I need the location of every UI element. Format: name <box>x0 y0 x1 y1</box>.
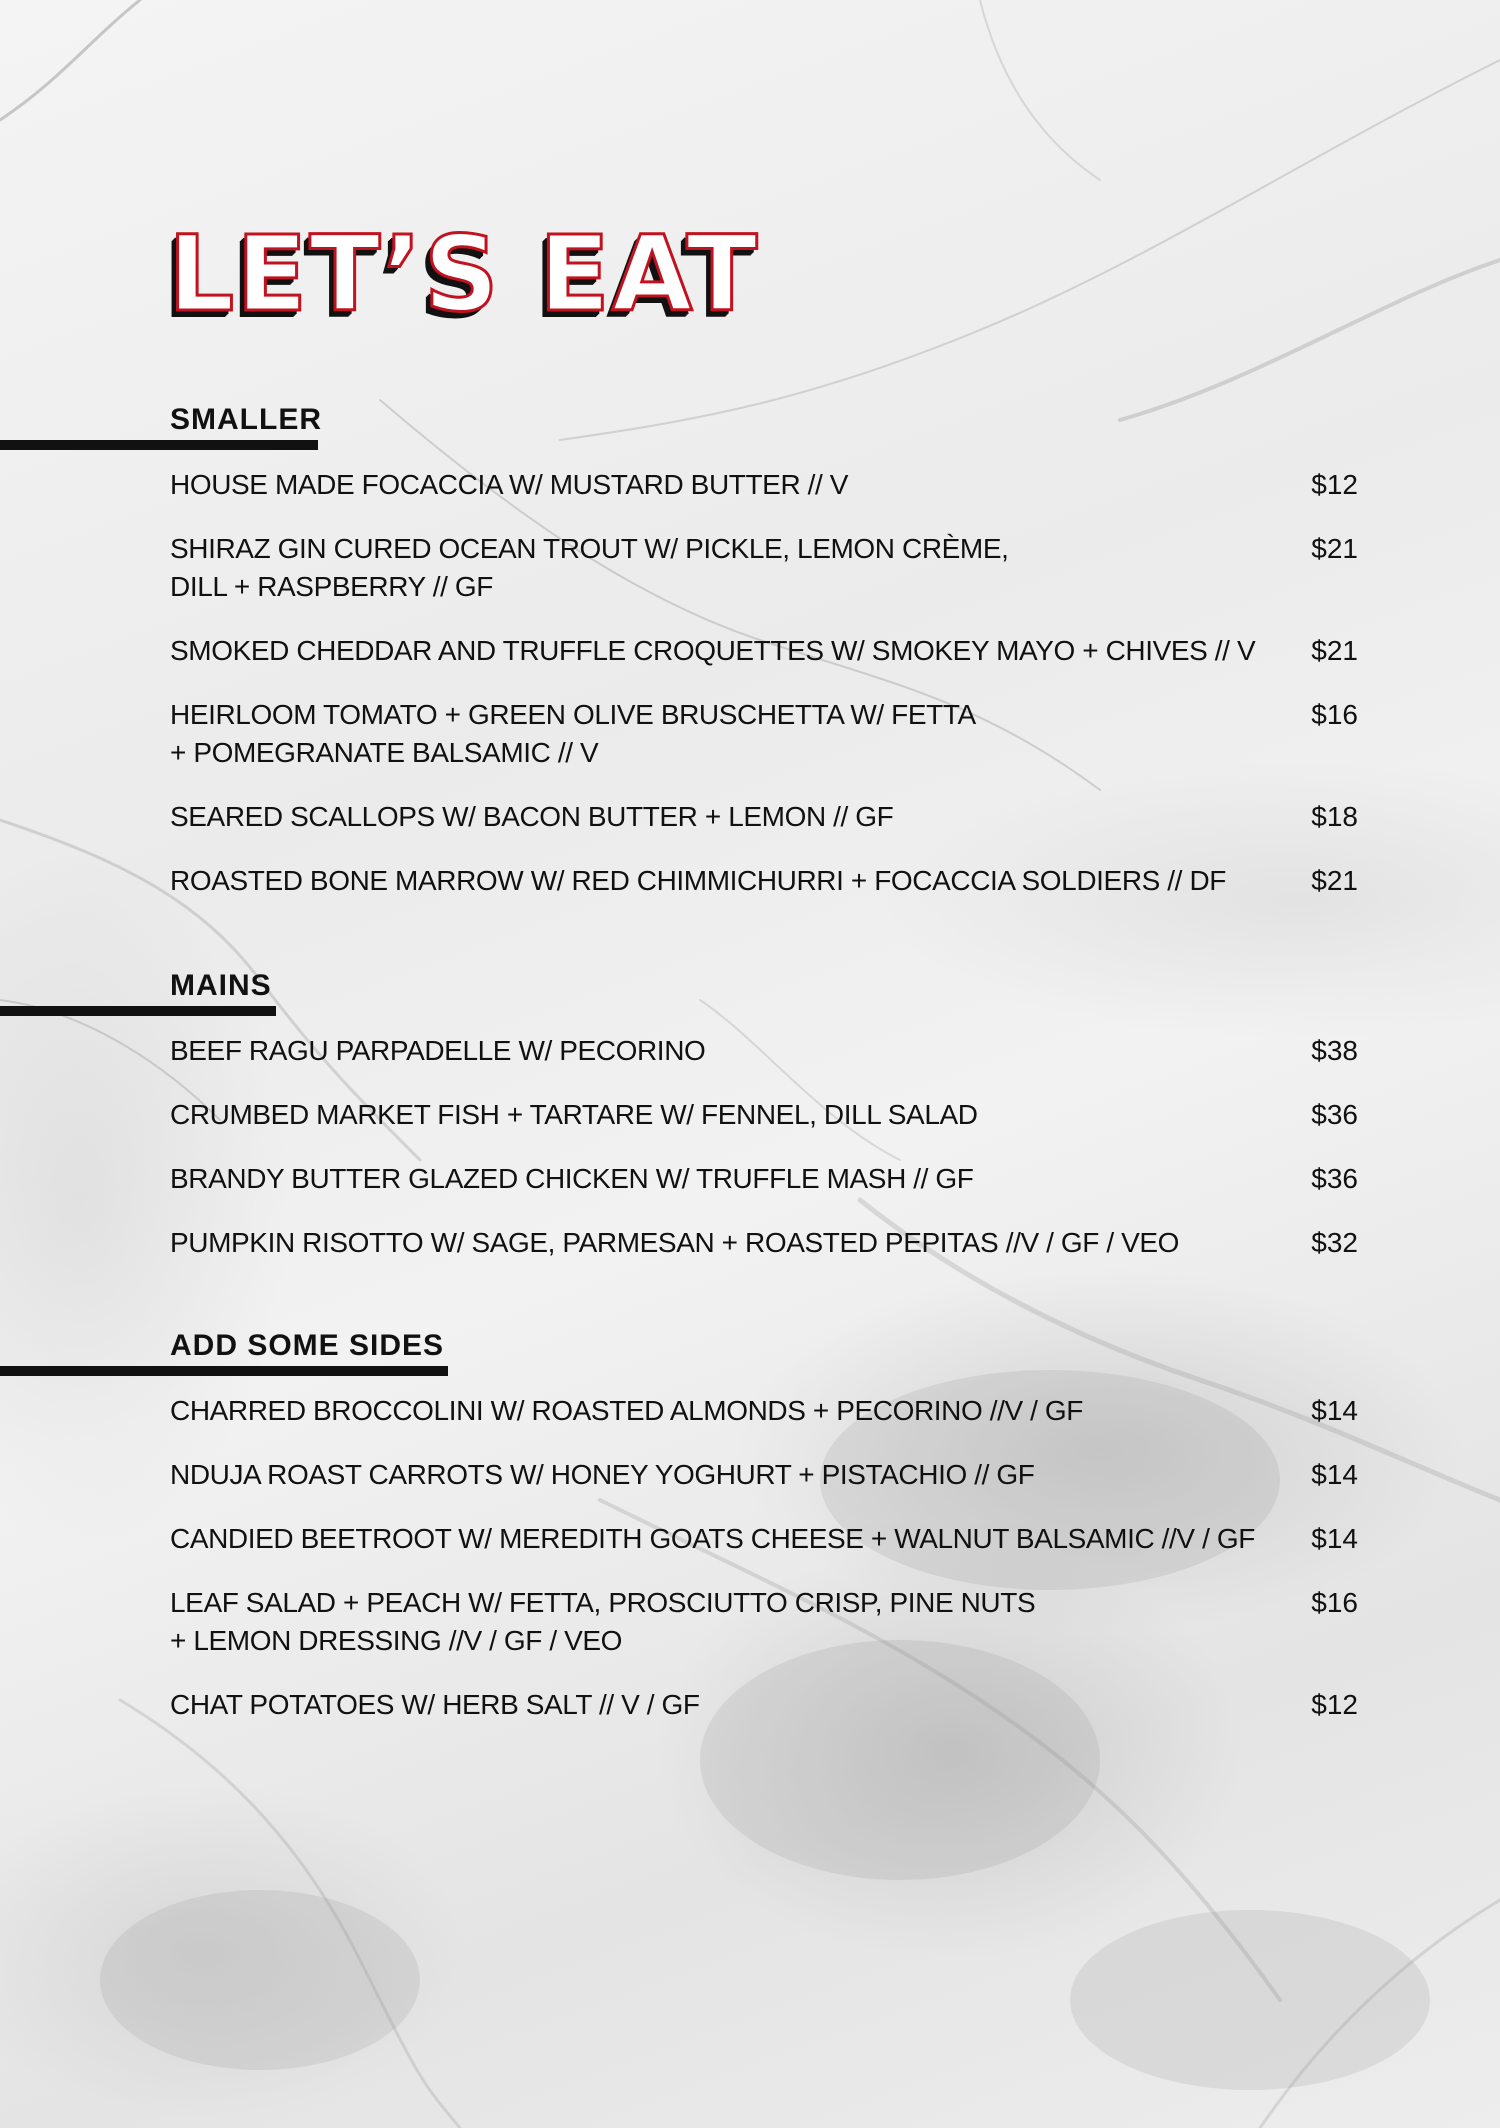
menu-item-name: HEIRLOOM TOMATO + GREEN OLIVE BRUSCHETTA W/ FETTA + POMEGRANATE BALSAMIC // V <box>170 699 976 768</box>
menu-item <box>0 1456 1500 1494</box>
menu-item-price: $21 <box>1311 865 1358 896</box>
menu-item-name: PUMPKIN RISOTTO W/ SAGE, PARMESAN + ROASTED PEPITAS //V / GF / VEO <box>170 1227 1180 1258</box>
menu-item <box>0 1584 1500 1660</box>
menu-item-price: $21 <box>1311 533 1358 564</box>
menu-item-price: $16 <box>1311 699 1358 730</box>
menu-item-name: HOUSE MADE FOCACCIA W/ MUSTARD BUTTER // V <box>170 469 849 500</box>
section-title: SMALLER <box>170 403 322 436</box>
menu-item <box>0 1224 1500 1262</box>
menu-item <box>0 862 1500 900</box>
menu-item-price: $12 <box>1311 469 1358 500</box>
menu-item <box>0 696 1500 772</box>
menu-item-name: SHIRAZ GIN CURED OCEAN TROUT W/ PICKLE, LEMON CRÈME, DILL + RASPBERRY // GF <box>170 533 1009 602</box>
section-rule <box>0 1366 448 1376</box>
menu-item <box>0 1032 1500 1070</box>
menu-item-name: LEAF SALAD + PEACH W/ FETTA, PROSCIUTTO CRISP, PINE NUTS + LEMON DRESSING //V / GF / VEO <box>170 1587 1036 1656</box>
section-rule <box>0 440 318 450</box>
menu-item-name: CANDIED BEETROOT W/ MEREDITH GOATS CHEESE + WALNUT BALSAMIC //V / GF <box>170 1523 1255 1554</box>
menu-item <box>0 798 1500 836</box>
menu-item <box>0 1520 1500 1558</box>
menu-item-name: BRANDY BUTTER GLAZED CHICKEN W/ TRUFFLE MASH // GF <box>170 1163 974 1194</box>
menu-item-name: SMOKED CHEDDAR AND TRUFFLE CROQUETTES W/ SMOKEY MAYO + CHIVES // V <box>170 635 1256 666</box>
menu-item <box>0 530 1500 606</box>
menu-item <box>0 466 1500 504</box>
menu-item-price: $38 <box>1311 1035 1358 1066</box>
menu-item-name: CHAT POTATOES W/ HERB SALT // V / GF <box>170 1689 700 1720</box>
menu-item-price: $36 <box>1311 1099 1358 1130</box>
menu-item <box>0 1686 1500 1724</box>
section-rule <box>0 1006 276 1016</box>
menu-item-name: BEEF RAGU PARPADELLE W/ PECORINO <box>170 1035 706 1066</box>
menu-item-name: ROASTED BONE MARROW W/ RED CHIMMICHURRI + FOCACCIA SOLDIERS // DF <box>170 865 1226 896</box>
section-sides <box>0 1328 1500 1750</box>
menu-item <box>0 632 1500 670</box>
menu-item-price: $18 <box>1311 801 1358 832</box>
menu-item <box>0 1392 1500 1430</box>
section-mains <box>0 968 1500 1288</box>
section-title: MAINS <box>170 969 272 1002</box>
menu-item <box>0 1160 1500 1198</box>
menu-item-price: $12 <box>1311 1689 1358 1720</box>
menu-item-name: CHARRED BROCCOLINI W/ ROASTED ALMONDS + PECORINO //V / GF <box>170 1395 1083 1426</box>
menu-title: LET’S EAT <box>168 213 760 335</box>
menu-item-price: $16 <box>1311 1587 1358 1618</box>
menu-item-name: CRUMBED MARKET FISH + TARTARE W/ FENNEL, DILL SALAD <box>170 1099 978 1130</box>
section-smaller <box>0 402 1500 926</box>
menu-item-name: NDUJA ROAST CARROTS W/ HONEY YOGHURT + PISTACHIO // GF <box>170 1459 1035 1490</box>
section-title: ADD SOME SIDES <box>170 1329 445 1362</box>
menu-item <box>0 1096 1500 1134</box>
menu-item-price: $14 <box>1311 1395 1358 1426</box>
menu-item-price: $32 <box>1311 1227 1358 1258</box>
menu-item-price: $14 <box>1311 1459 1358 1490</box>
menu-item-price: $14 <box>1311 1523 1358 1554</box>
menu-item-name: SEARED SCALLOPS W/ BACON BUTTER + LEMON // GF <box>170 801 894 832</box>
menu-item-price: $21 <box>1311 635 1358 666</box>
menu-item-price: $36 <box>1311 1163 1358 1194</box>
